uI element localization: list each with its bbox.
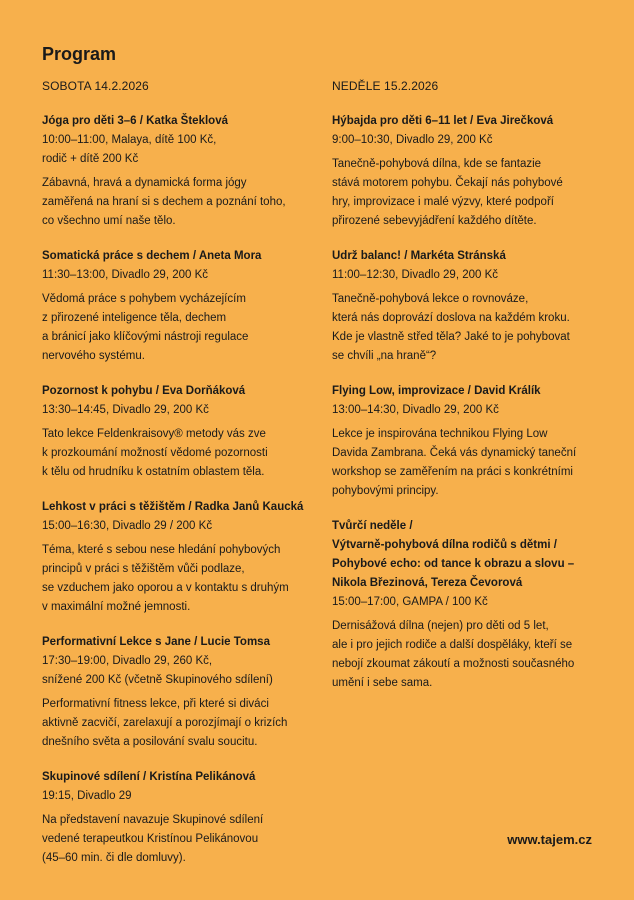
event-title xyxy=(42,498,322,517)
event-title xyxy=(42,382,322,401)
event-title-line: Jóga pro děti 3–6 / Katka Šteklová xyxy=(42,115,228,127)
event-desc xyxy=(332,290,612,366)
event-desc-line: zaměřená na hraní si s dechem a poznání toho, xyxy=(42,196,286,208)
event-desc-line: přirozené sebevyjádření každého dítěte. xyxy=(332,215,537,227)
event-info-line: 17:30–19:00, Divadlo 29, 260 Kč, xyxy=(42,655,213,667)
event-desc xyxy=(42,174,322,231)
event-desc-line: workshop se zaměřením na práci s konkrétními xyxy=(332,466,573,478)
event-desc-line: nervového systému. xyxy=(42,350,145,362)
program-event xyxy=(42,633,322,752)
event-info xyxy=(332,131,612,150)
event-info-line: 15:00–17:00, GAMPA / 100 Kč xyxy=(332,596,488,608)
event-desc-line: se vzduchem jako oporou a v kontaktu s druhým xyxy=(42,582,289,594)
event-desc-line: Tato lekce Feldenkraisovy® metody vás zve xyxy=(42,428,266,440)
event-info xyxy=(332,593,612,612)
event-title xyxy=(42,768,322,787)
event-info xyxy=(332,266,612,285)
event-desc-line: vedené terapeutkou Kristínou Pelikánovou xyxy=(42,833,259,845)
day-heading: NEDĚLE 15.2.2026 xyxy=(332,79,439,93)
event-title-line: Udrž balanc! / Markéta Stránská xyxy=(332,250,506,262)
event-desc-line: která nás doprovází doslova na každém kroku. xyxy=(332,312,570,324)
event-title xyxy=(42,112,322,131)
event-desc-line: Dernisážová dílna (nejen) pro děti od 5 let, xyxy=(332,620,549,632)
event-title-line: Flying Low, improvizace / David Králík xyxy=(332,385,541,397)
event-info xyxy=(332,401,612,420)
saturday-column xyxy=(42,78,322,884)
program-event xyxy=(42,247,322,366)
event-info-line: 9:00–10:30, Divadlo 29, 200 Kč xyxy=(332,134,493,146)
event-info-line: 15:00–16:30, Divadlo 29 / 200 Kč xyxy=(42,520,213,532)
day-heading: SOBOTA 14.2.2026 xyxy=(42,79,149,93)
event-desc-line: aktivně zacvičí, zarelaxují a porozjímají o krizích xyxy=(42,717,288,729)
event-desc-line: stává motorem pohybu. Čekají nás pohybové xyxy=(332,177,563,189)
event-desc-line: k prozkoumání možností vědomé pozornosti xyxy=(42,447,268,459)
event-desc xyxy=(42,541,322,617)
event-desc xyxy=(42,811,322,868)
event-info-line: 10:00–11:00, Malaya, dítě 100 Kč, xyxy=(42,134,217,146)
event-desc-line: Na představení navazuje Skupinové sdílení xyxy=(42,814,264,826)
event-desc-line: ale i pro jejich rodiče a další dospěláky, kteří se xyxy=(332,639,573,651)
event-title-line: Somatická práce s dechem / Aneta Mora xyxy=(42,250,262,262)
event-title-line: Skupinové sdílení / Kristína Pelikánová xyxy=(42,771,256,783)
event-info xyxy=(42,266,322,285)
event-info-line: 13:00–14:30, Divadlo 29, 200 Kč xyxy=(332,404,499,416)
event-desc-line: nebojí zkoumat zákoutí a možnosti současného xyxy=(332,658,575,670)
event-desc-line: Kde je vlastně střed těla? Jaké to je pohybovat xyxy=(332,331,570,343)
event-desc xyxy=(42,695,322,752)
event-info xyxy=(42,131,322,169)
sunday-column xyxy=(332,78,612,709)
event-list xyxy=(42,112,322,868)
website-url: www.tajem.cz xyxy=(507,832,592,847)
event-title-line: Lehkost v práci s těžištěm / Radka Janů Kaucká xyxy=(42,501,304,513)
event-desc-line: Performativní fitness lekce, při které si diváci xyxy=(42,698,269,710)
event-desc xyxy=(332,155,612,231)
event-title-line: Pohybové echo: od tance k obrazu a slovu – xyxy=(332,558,575,570)
event-desc xyxy=(42,290,322,366)
event-title xyxy=(332,517,612,593)
event-desc-line: Vědomá práce s pohybem vycházejícím xyxy=(42,293,246,305)
event-desc-line: Zábavná, hravá a dynamická forma jógy xyxy=(42,177,247,189)
program-event xyxy=(42,112,322,231)
event-title-line: Výtvarně-pohybová dílna rodičů s dětmi / xyxy=(332,539,557,551)
event-desc-line: principů v práci s těžištěm vůči podlaze, xyxy=(42,563,245,575)
event-desc-line: hry, improvizace i malé výzvy, které podpoří xyxy=(332,196,554,208)
program-event xyxy=(332,112,612,231)
event-desc-line: se chvíli „na hraně“? xyxy=(332,350,437,362)
event-title xyxy=(332,247,612,266)
event-info-line: 11:30–13:00, Divadlo 29, 200 Kč xyxy=(42,269,209,281)
event-desc-line: k tělu od hrudníku k ostatním oblastem těla. xyxy=(42,466,265,478)
event-info-line: 11:00–12:30, Divadlo 29, 200 Kč xyxy=(332,269,499,281)
event-desc-line: Téma, které s sebou nese hledání pohybových xyxy=(42,544,281,556)
page-title: Program xyxy=(42,44,117,64)
event-title-line: Nikola Březinová, Tereza Čevorová xyxy=(332,577,523,589)
program-event xyxy=(332,247,612,366)
event-desc-line: Lekce je inspirována technikou Flying Low xyxy=(332,428,548,440)
event-desc-line: (45–60 min. či dle domluvy). xyxy=(42,852,186,864)
event-desc xyxy=(332,425,612,501)
event-list xyxy=(332,112,612,693)
event-title xyxy=(42,633,322,652)
program-event xyxy=(332,382,612,501)
program-event xyxy=(42,768,322,868)
event-desc-line: Davida Zambrana. Čeká vás dynamický taneční xyxy=(332,447,577,459)
event-desc xyxy=(42,425,322,482)
program-event xyxy=(332,517,612,693)
event-info xyxy=(42,787,322,806)
program-event xyxy=(42,382,322,482)
event-desc-line: co všechno umí naše tělo. xyxy=(42,215,176,227)
event-info-line: rodič + dítě 200 Kč xyxy=(42,153,139,165)
event-desc xyxy=(332,617,612,693)
event-title xyxy=(332,112,612,131)
event-desc-line: pohybovými principy. xyxy=(332,485,439,497)
program-event xyxy=(42,498,322,617)
event-desc-line: Tanečně-pohybová dílna, kde se fantazie xyxy=(332,158,542,170)
event-desc-line: dnešního světa a posilování svalu soucitu. xyxy=(42,736,258,748)
event-title xyxy=(332,382,612,401)
event-desc-line: z přirozené inteligence těla, dechem xyxy=(42,312,227,324)
event-title-line: Hýbajda pro děti 6–11 let / Eva Jirečková xyxy=(332,115,554,127)
event-desc-line: a bránicí jako klíčovými nástroji regulace xyxy=(42,331,249,343)
event-title-line: Performativní Lekce s Jane / Lucie Tomsa xyxy=(42,636,270,648)
event-info xyxy=(42,517,322,536)
event-desc-line: v maximální možné jemnosti. xyxy=(42,601,191,613)
event-title xyxy=(42,247,322,266)
event-desc-line: Tanečně-pohybová lekce o rovnováze, xyxy=(332,293,529,305)
event-info xyxy=(42,401,322,420)
event-info xyxy=(42,652,322,690)
event-info-line: snížené 200 Kč (včetně Skupinového sdílení) xyxy=(42,674,273,686)
event-info-line: 13:30–14:45, Divadlo 29, 200 Kč xyxy=(42,404,209,416)
event-desc-line: umění i sebe sama. xyxy=(332,677,433,689)
event-info-line: 19:15, Divadlo 29 xyxy=(42,790,132,802)
event-title-line: Pozornost k pohybu / Eva Dorňáková xyxy=(42,385,246,397)
event-title-line: Tvůrčí neděle / xyxy=(332,520,413,532)
